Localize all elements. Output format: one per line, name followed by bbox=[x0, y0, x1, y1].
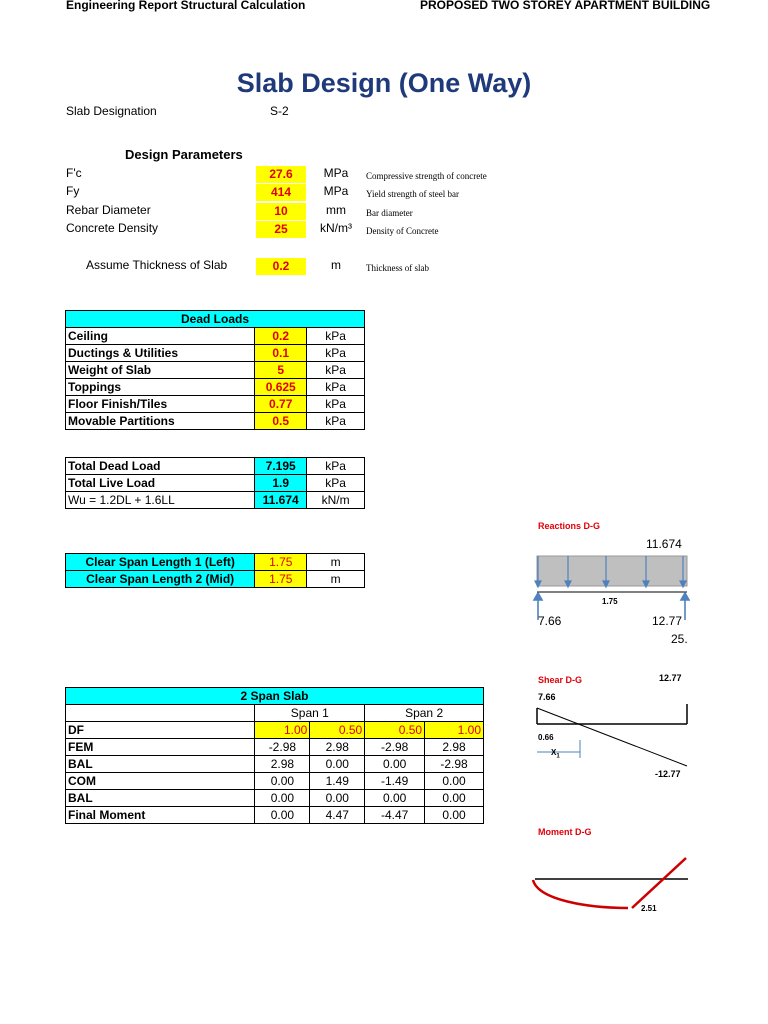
shear-title: Shear D-G bbox=[538, 675, 583, 685]
param-label: Rebar Diameter bbox=[66, 203, 151, 217]
moment-title: Moment D-G bbox=[538, 827, 592, 837]
span-unit: m bbox=[307, 571, 365, 588]
table-cell: 0.00 bbox=[310, 790, 365, 807]
param-unit: MPa bbox=[323, 166, 349, 180]
table-cell: 0.00 bbox=[425, 807, 484, 824]
totals-table bbox=[65, 457, 365, 509]
shear-left-value: 7.66 bbox=[538, 692, 556, 702]
total-value: 11.674 bbox=[255, 492, 307, 509]
table-row bbox=[66, 554, 365, 571]
load-label: Ceiling bbox=[66, 328, 255, 345]
param-value[interactable]: 414 bbox=[256, 184, 306, 201]
param-unit: mm bbox=[326, 203, 346, 217]
table-cell: 0.00 bbox=[255, 773, 310, 790]
table-cell: 0.00 bbox=[310, 756, 365, 773]
slab-designation-label: Slab Designation bbox=[66, 104, 157, 118]
table-cell: 0.00 bbox=[255, 807, 310, 824]
dead-loads-table bbox=[65, 310, 365, 430]
table-cell: 0.00 bbox=[425, 773, 484, 790]
df-cell[interactable]: 0.50 bbox=[310, 722, 365, 739]
load-label: Toppings bbox=[66, 379, 255, 396]
thickness-desc: Thickness of slab bbox=[366, 263, 429, 273]
row-label: BAL bbox=[66, 790, 255, 807]
reactions-title: Reactions D-G bbox=[538, 521, 601, 531]
load-value[interactable]: 0.1 bbox=[255, 345, 307, 362]
dead-loads-heading: Dead Loads bbox=[66, 311, 365, 328]
total-unit: kN/m bbox=[307, 492, 365, 509]
row-label: BAL bbox=[66, 756, 255, 773]
load-value[interactable]: 0.625 bbox=[255, 379, 307, 396]
table-cell: -1.49 bbox=[365, 773, 425, 790]
moment-diagram bbox=[528, 850, 690, 920]
param-label: Concrete Density bbox=[66, 221, 159, 235]
param-desc: Compressive strength of concrete bbox=[366, 171, 487, 181]
load-label: Floor Finish/Tiles bbox=[66, 396, 255, 413]
param-value[interactable]: 10 bbox=[256, 203, 306, 220]
x1-value: 0.66 bbox=[538, 733, 554, 742]
table-row bbox=[66, 739, 484, 756]
total-unit: kPa bbox=[307, 458, 365, 475]
span2-header: Span 2 bbox=[365, 705, 484, 722]
thickness-label: Assume Thickness of Slab bbox=[86, 258, 228, 272]
table-row bbox=[66, 413, 365, 430]
param-label: F'c bbox=[66, 166, 82, 180]
span-label: Clear Span Length 2 (Mid) bbox=[66, 571, 255, 588]
page-title: Slab Design (One Way) bbox=[236, 68, 532, 98]
param-desc: Density of Concrete bbox=[366, 226, 439, 236]
param-value[interactable]: 25 bbox=[256, 221, 306, 238]
row-label: DF bbox=[66, 722, 255, 739]
two-span-slab-table bbox=[65, 687, 484, 824]
slab-designation-value: S-2 bbox=[270, 104, 289, 118]
design-parameters-heading: Design Parameters bbox=[125, 147, 243, 162]
moment-value: 2.51 bbox=[641, 904, 657, 913]
report-header-right: PROPOSED TWO STOREY APARTMENT BUILDING bbox=[420, 0, 711, 12]
total-unit: kPa bbox=[307, 475, 365, 492]
spans-table bbox=[65, 553, 365, 588]
x1-label bbox=[551, 748, 560, 760]
table-row bbox=[66, 807, 484, 824]
df-cell[interactable]: 1.00 bbox=[425, 722, 484, 739]
table-cell: -2.98 bbox=[255, 739, 310, 756]
load-unit: kPa bbox=[307, 379, 365, 396]
row-label: COM bbox=[66, 773, 255, 790]
table-row bbox=[66, 396, 365, 413]
report-header-left: Engineering Report Structural Calculation bbox=[66, 0, 306, 12]
param-desc: Yield strength of steel bar bbox=[366, 189, 459, 199]
table-row bbox=[66, 790, 484, 807]
table-row bbox=[66, 362, 365, 379]
span-value[interactable]: 1.75 bbox=[255, 571, 307, 588]
df-cell[interactable]: 0.50 bbox=[365, 722, 425, 739]
table-cell: -2.98 bbox=[425, 756, 484, 773]
load-label: Ductings & Utilities bbox=[66, 345, 255, 362]
param-unit: MPa bbox=[323, 184, 349, 198]
load-unit: kPa bbox=[307, 362, 365, 379]
span-unit: m bbox=[307, 554, 365, 571]
load-value[interactable]: 0.2 bbox=[255, 328, 307, 345]
table-cell: 1.49 bbox=[310, 773, 365, 790]
df-cell[interactable]: 1.00 bbox=[255, 722, 310, 739]
total-label: Total Live Load bbox=[66, 475, 255, 492]
distributed-load-block bbox=[537, 556, 687, 586]
param-desc: Bar diameter bbox=[366, 208, 413, 218]
table-cell: -2.98 bbox=[365, 739, 425, 756]
shear-top-right-value: 12.77 bbox=[659, 673, 682, 683]
two-span-heading: 2 Span Slab bbox=[66, 688, 484, 705]
table-cell: 0.00 bbox=[255, 790, 310, 807]
param-unit: kN/m³ bbox=[320, 221, 352, 235]
total-label: Total Dead Load bbox=[66, 458, 255, 475]
thickness-value[interactable]: 0.2 bbox=[256, 258, 306, 275]
total-value: 1.9 bbox=[255, 475, 307, 492]
param-value[interactable]: 27.6 bbox=[256, 166, 306, 183]
table-row bbox=[66, 475, 365, 492]
right-reaction-value: 12.77 bbox=[652, 614, 683, 628]
row-label: FEM bbox=[66, 739, 255, 756]
total-label: Wu = 1.2DL + 1.6LL bbox=[66, 492, 255, 509]
table-row bbox=[66, 571, 365, 588]
table-cell: 4.47 bbox=[310, 807, 365, 824]
table-row bbox=[66, 492, 365, 509]
right-reaction-value-2: 25. bbox=[671, 632, 688, 646]
table-cell: -4.47 bbox=[365, 807, 425, 824]
table-row bbox=[66, 328, 365, 345]
load-unit: kPa bbox=[307, 328, 365, 345]
load-unit: kPa bbox=[307, 413, 365, 430]
moment-curve-right bbox=[632, 858, 686, 908]
shear-bottom-value: -12.77 bbox=[655, 769, 681, 779]
load-value[interactable]: 0.5 bbox=[255, 413, 307, 430]
table-row bbox=[66, 458, 365, 475]
span-label: Clear Span Length 1 (Left) bbox=[66, 554, 255, 571]
load-unit: kPa bbox=[307, 345, 365, 362]
table-cell: 0.00 bbox=[365, 790, 425, 807]
load-unit: kPa bbox=[307, 396, 365, 413]
span-length-label: 1.75 bbox=[602, 597, 618, 606]
table-row bbox=[66, 379, 365, 396]
x1-subscript: 1 bbox=[556, 753, 560, 760]
table-row bbox=[66, 722, 484, 739]
thickness-unit: m bbox=[331, 258, 341, 272]
load-label: Weight of Slab bbox=[66, 362, 255, 379]
load-value[interactable]: 5 bbox=[255, 362, 307, 379]
total-value: 7.195 bbox=[255, 458, 307, 475]
param-label: Fy bbox=[66, 184, 80, 198]
reactions-load-value: 11.674 bbox=[646, 537, 682, 551]
table-row bbox=[66, 756, 484, 773]
table-cell: 0.00 bbox=[365, 756, 425, 773]
table-cell: 2.98 bbox=[425, 739, 484, 756]
span-value[interactable]: 1.75 bbox=[255, 554, 307, 571]
table-row bbox=[66, 705, 484, 722]
load-label: Movable Partitions bbox=[66, 413, 255, 430]
left-reaction-value: 7.66 bbox=[538, 614, 562, 628]
x1-symbol: X bbox=[551, 748, 557, 757]
moment-curve-left bbox=[533, 880, 628, 908]
table-cell: 2.98 bbox=[310, 739, 365, 756]
table-cell: 2.98 bbox=[255, 756, 310, 773]
table-row bbox=[66, 773, 484, 790]
row-label: Final Moment bbox=[66, 807, 255, 824]
span1-header: Span 1 bbox=[255, 705, 365, 722]
table-row bbox=[66, 345, 365, 362]
load-value[interactable]: 0.77 bbox=[255, 396, 307, 413]
table-cell: 0.00 bbox=[425, 790, 484, 807]
